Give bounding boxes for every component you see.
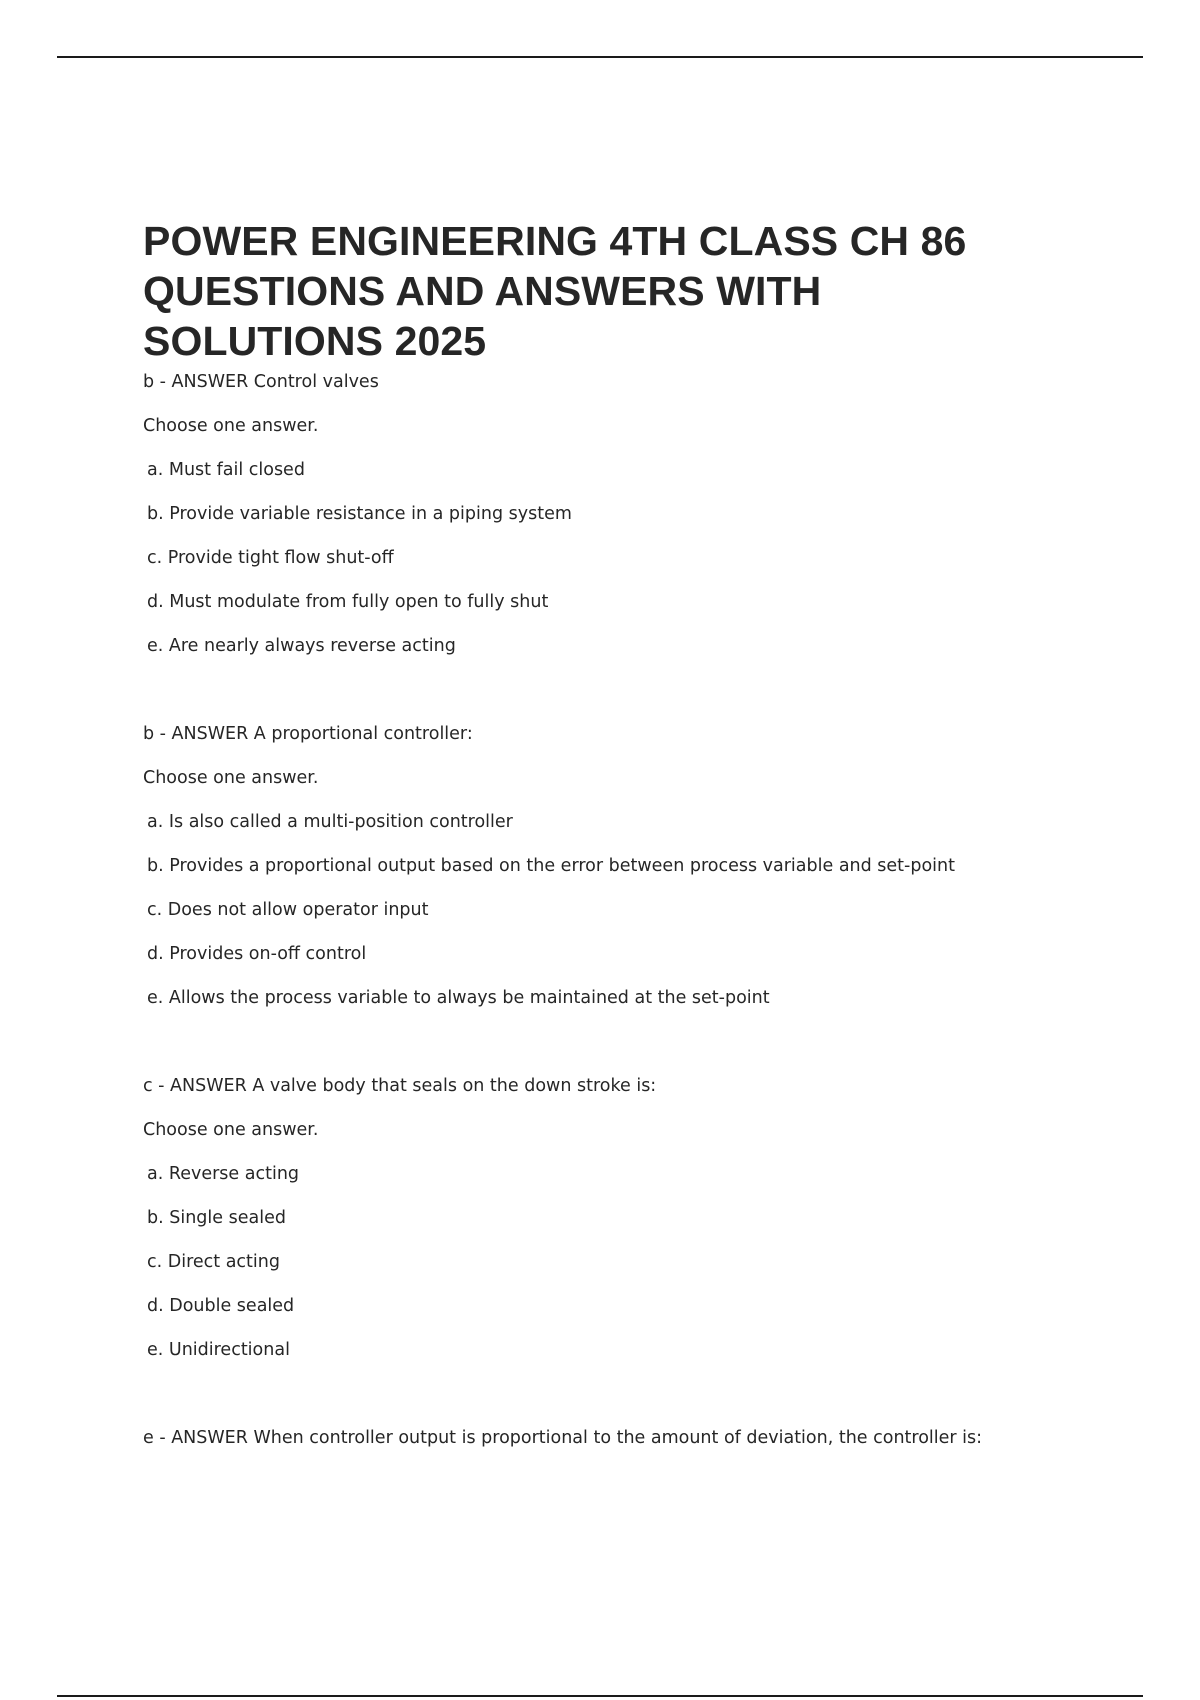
question-header: b - ANSWER Control valves (143, 372, 379, 392)
answer-option-c: c. Direct acting (147, 1252, 280, 1272)
answer-option-e: e. Unidirectional (147, 1340, 290, 1360)
answer-option-a: a. Is also called a multi-position controller (147, 812, 513, 832)
title-line-1: POWER ENGINEERING 4TH CLASS CH 86 (143, 218, 967, 264)
spacer (143, 1028, 1083, 1072)
question-header: c - ANSWER A valve body that seals on the down stroke is: (143, 1076, 657, 1096)
answer-option-e: e. Are nearly always reverse acting (147, 636, 456, 656)
question-block-2 (143, 720, 1083, 1012)
answer-option-c: c. Provide tight flow shut-off (147, 548, 394, 568)
question-block-1 (143, 368, 1083, 660)
bottom-rule (57, 1695, 1143, 1697)
answer-option-b: b. Single sealed (147, 1208, 286, 1228)
question-prompt: Choose one answer. (143, 416, 319, 436)
answer-option-c: c. Does not allow operator input (147, 900, 429, 920)
question-prompt: Choose one answer. (143, 1120, 319, 1140)
question-prompt: Choose one answer. (143, 768, 319, 788)
spacer (143, 1380, 1083, 1424)
question-block-3 (143, 1072, 1083, 1364)
answer-option-e: e. Allows the process variable to always be maintained at the set-point (147, 988, 770, 1008)
question-header: b - ANSWER A proportional controller: (143, 724, 473, 744)
answer-option-d: d. Must modulate from fully open to fully shut (147, 592, 549, 612)
title-line-3: SOLUTIONS 2025 (143, 318, 487, 364)
top-rule (57, 56, 1143, 58)
answer-option-d: d. Double sealed (147, 1296, 295, 1316)
document-body (143, 216, 1083, 1468)
answer-option-b: b. Provide variable resistance in a piping system (147, 504, 572, 524)
answer-option-d: d. Provides on-off control (147, 944, 367, 964)
title-line-2: QUESTIONS AND ANSWERS WITH (143, 268, 822, 314)
answer-option-a: a. Must fail closed (147, 460, 305, 480)
answer-option-a: a. Reverse acting (147, 1164, 300, 1184)
answer-option-b: b. Provides a proportional output based on the error between process variable and set-point (147, 856, 955, 876)
document-title (143, 216, 1083, 366)
spacer (143, 676, 1083, 720)
question-header: e - ANSWER When controller output is proportional to the amount of deviation, the controller is: (143, 1428, 983, 1448)
question-block-4 (143, 1424, 1083, 1452)
